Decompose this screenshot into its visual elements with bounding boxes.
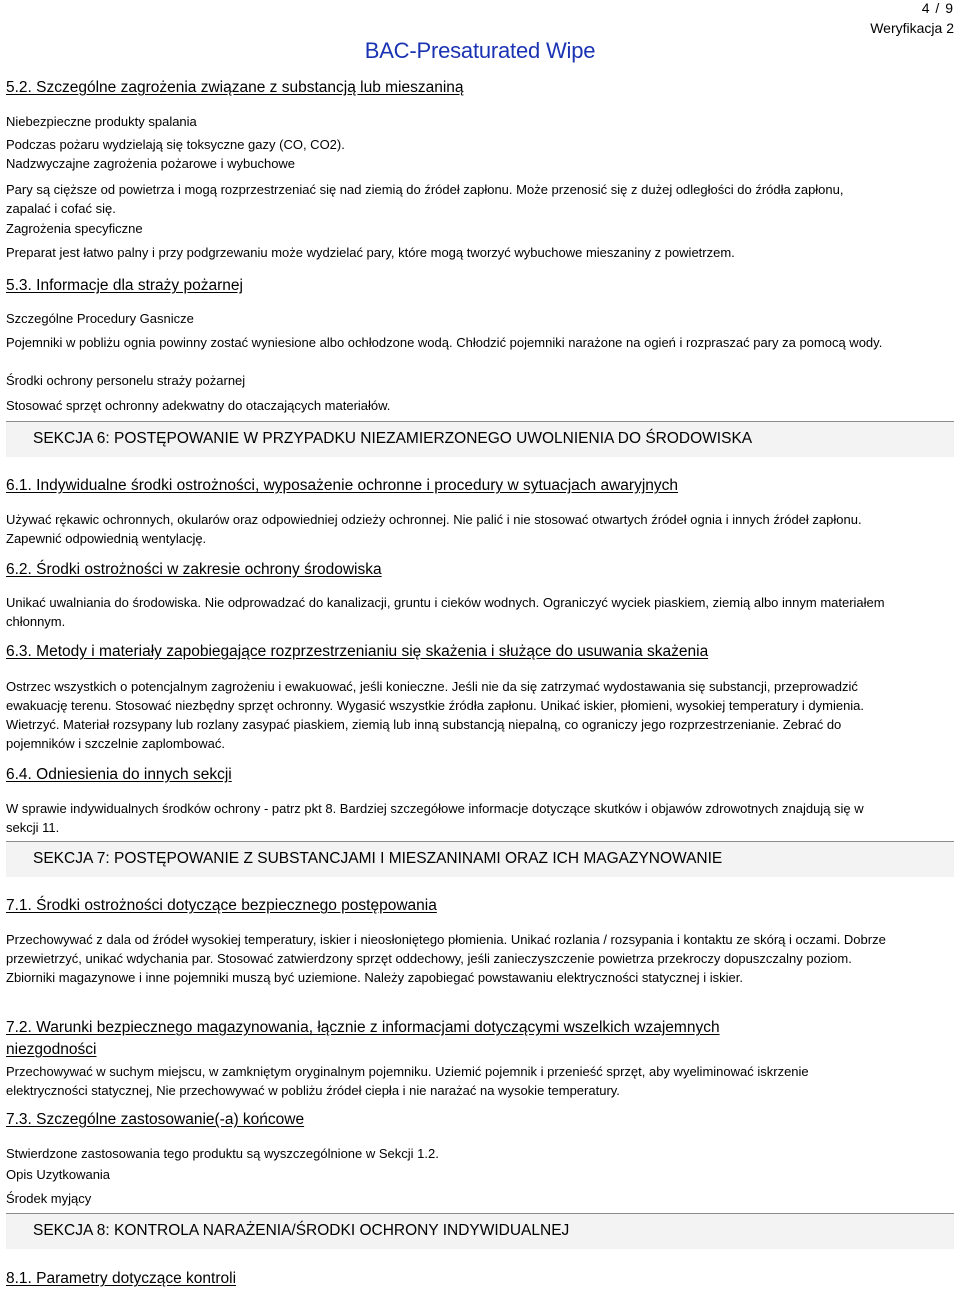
use-description-label: Opis Uzytkowania (6, 1167, 111, 1182)
section-6-4-heading: 6.4. Odniesienia do innych sekcji (6, 766, 232, 783)
section-7-title: SEKCJA 7: POSTĘPOWANIE Z SUBSTANCJAMI I MIESZANINAMI ORAZ ICH MAGAZYNOWANIE (33, 850, 723, 867)
section-7-2-text: Przechowywać w suchym miejscu, w zamkniętym oryginalnym pojemniku. Uziemić pojemnik i przenieść sprzęt, aby wyeliminować iskrzenie elektryczności statycznej, Nie przechowywać w pobliżu źródeł ciepła i nie narażać na wysokie temperatury. (6, 1064, 809, 1098)
specific-hazards-text: Preparat jest łatwo palny i przy podgrzewaniu może wydzielać pary, które mogą tworzyć wybuchowe mieszaniny z powietrzem. (6, 245, 735, 260)
version-label: Weryfikacja 2 (870, 20, 954, 36)
section-6-banner (6, 421, 954, 457)
section-6-title: SEKCJA 6: POSTĘPOWANIE W PRZYPADKU NIEZAMIERZONEGO UWOLNIENIA DO ŚRODOWISKA (33, 430, 753, 447)
section-6-3-heading: 6.3. Metody i materiały zapobiegające rozprzestrzenianiu się skażenia i służące do usuwania skażenia (6, 643, 709, 660)
section-6-3-text: Ostrzec wszystkich o potencjalnym zagrożeniu i ewakuować, jeśli konieczne. Jeśli nie da się zatrzymać wydostawania się substancji, przeprowadzić ewakuację terenu. Stosować niezbędny sprzęt ochronny. Wygasić wszystkie źródła zapłonu. Unikać iskier, płomieni, wysokiej temperatury i dymienia. Wietrzyć. Materiał rozsypany lub rozlany zasypać piaskiem, ziemią lub inną substancją niepalną, co ograniczy jego rozprzestrzenianie. Zebrać do pojemników i szczelnie zaplombować. (6, 679, 865, 751)
section-7-3-text: Stwierdzone zastosowania tego produktu są wyszczególnione w Sekcji 1.2. (6, 1146, 439, 1161)
section-5-3-heading: 5.3. Informacje dla straży pożarnej (6, 277, 243, 294)
section-8-1-heading: 8.1. Parametry dotyczące kontroli (6, 1270, 237, 1287)
section-6-2-heading: 6.2. Środki ostrożności w zakresie ochrony środowiska (6, 561, 382, 578)
section-8-title: SEKCJA 8: KONTROLA NARAŻENIA/ŚRODKI OCHRONY INDYWIDUALNEJ (33, 1222, 570, 1239)
firefighting-procedures-label: Szczególne Procedury Gasnicze (6, 311, 194, 326)
section-8-banner (6, 1213, 954, 1249)
specific-hazards-label: Zagrożenia specyficzne (6, 221, 143, 236)
fire-hazards-text: Pary są cięższe od powietrza i mogą rozprzestrzeniać się nad ziemią do źródeł zapłonu. Może przenosić się z dużej odległości do źródła zapłonu, zapalać i cofać się. (6, 182, 844, 216)
section-6-1-text: Używać rękawic ochronnych, okularów oraz odpowiedniej odzieży ochronnej. Nie palić i nie stosować otwartych źródeł ognia i innych źródeł zapłonu. Zapewnić odpowiednią wentylację. (6, 512, 862, 546)
section-7-2-heading-line1: 7.2. Warunki bezpiecznego magazynowania, łącznie z informacjami dotyczącymi wszelkich wzajemnych (6, 1019, 720, 1036)
use-description-text: Środek myjący (6, 1191, 92, 1206)
page-number: 4 / 9 (921, 0, 954, 16)
combustion-products-label: Niebezpieczne produkty spalania (6, 114, 197, 129)
section-7-1-text: Przechowywać z dala od źródeł wysokiej temperatury, iskier i nieosłoniętego płomienia. Unikać rozlania / rozsypania i kontaktu ze skórą i oczami. Dobrze przewietrzyć, unikać wdychania par. Stosować zatwierdzony sprzęt oddechowy, jeśli zanieczyszczenie powietrza przekroczy dopuszczalny poziom. Zbiorniki magazynowe i inne pojemniki muszą być uziemione. Należy zapobiegać powstawaniu elektryczności statycznej i iskier. (6, 932, 886, 985)
section-7-banner (6, 841, 954, 877)
section-5-2-heading: 5.2. Szczególne zagrożenia związane z substancją lub mieszaniną (6, 79, 464, 96)
section-7-3-heading: 7.3. Szczególne zastosowanie(-a) końcowe (6, 1111, 305, 1128)
fire-hazards-label: Nadzwyczajne zagrożenia pożarowe i wybuchowe (6, 156, 296, 171)
combustion-products-text: Podczas pożaru wydzielają się toksyczne gazy (CO, CO2). (6, 137, 345, 152)
product-title: BAC-Presaturated Wipe (364, 38, 596, 63)
section-6-4-text: W sprawie indywidualnych środków ochrony - patrz pkt 8. Bardziej szczegółowe informacje dotyczące skutków i objawów zdrowotnych znajdują się w sekcji 11. (6, 801, 864, 835)
section-6-1-heading: 6.1. Indywidualne środki ostrożności, wyposażenie ochronne i procedury w sytuacjach awaryjnych (6, 477, 679, 494)
firefighting-procedures-text: Pojemniki w pobliżu ognia powinny zostać wyniesione albo ochłodzone wodą. Chłodzić pojemniki narażone na ogień i rozpraszać pary za pomocą wody. (6, 335, 883, 350)
section-7-1-heading: 7.1. Środki ostrożności dotyczące bezpiecznego postępowania (6, 897, 437, 914)
section-7-2-heading-line2: niezgodności (6, 1041, 97, 1058)
firefighter-protection-label: Środki ochrony personelu straży pożarnej (6, 373, 246, 388)
firefighter-protection-text: Stosować sprzęt ochronny adekwatny do otaczających materiałów. (6, 398, 391, 413)
section-6-2-text: Unikać uwalniania do środowiska. Nie odprowadzać do kanalizacji, gruntu i cieków wodnych. Ograniczyć wyciek piaskiem, ziemią albo innym materiałem chłonnym. (6, 595, 885, 629)
